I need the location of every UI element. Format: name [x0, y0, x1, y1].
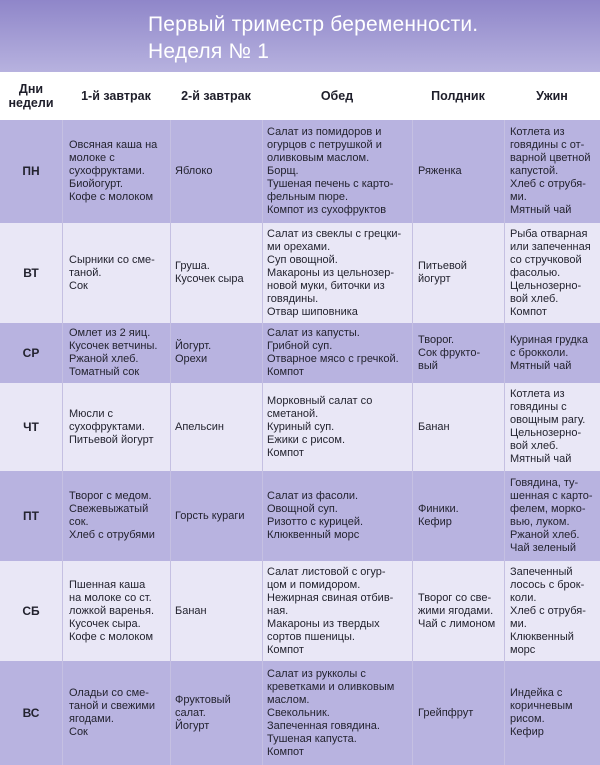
- snack-cell: Финики. Кефир: [418, 503, 459, 528]
- column-header-lunch: Обед: [320, 89, 354, 103]
- column-divider: [62, 120, 63, 765]
- column-header-snack: Полдник: [431, 89, 485, 103]
- day-cell: ПТ: [23, 508, 39, 523]
- dinner-cell: Говядина, ту- шенная с карто- фелем, морко- вью, луком. Ржаной хлеб. Чай зеленый: [510, 477, 593, 554]
- breakfast2-cell: Банан: [175, 604, 207, 617]
- table-row: [0, 471, 600, 562]
- dinner-cell: Котлета из говядины с от- варной цветной капустой. Хлеб с отрубя- ми. Мятный чай: [510, 126, 591, 216]
- dinner-cell: Рыба отварная или запеченная со стручковой фасолью. Цельнозерно- вой хлеб. Компот: [510, 227, 591, 318]
- table-row: [0, 120, 600, 224]
- table-row: [0, 661, 600, 765]
- lunch-cell: Салат из помидоров и огурцов с петрушкой и оливковым маслом. Борщ. Тушеная печень с карто- фельным пюре. Компот из сухофруктов: [267, 126, 394, 216]
- column-divider: [262, 120, 263, 765]
- dinner-cell: Запеченный лосось с брок- коли. Хлеб с отрубя- ми. Клюквенный морс: [510, 565, 586, 656]
- breakfast1-cell: Творог с медом. Свежевыжатый сок. Хлеб с отрубями: [69, 490, 155, 541]
- dinner-cell: Котлета из говядины с овощным рагу. Цельнозерно- вой хлеб. Мятный чай: [510, 388, 586, 465]
- column-header-breakfast1: 1-й завтрак: [81, 89, 151, 103]
- breakfast1-cell: Мюсли с сухофруктами. Питьевой йогурт: [69, 407, 154, 446]
- breakfast1-cell: Сырники со сме- таной. Сок: [69, 253, 155, 292]
- table-row: [0, 323, 600, 384]
- lunch-cell: Салат листовой с огур- цом и помидором. Нежирная свиная отбив- ная. Макароны из твердых сортов пшеницы. Компот: [267, 565, 394, 656]
- day-cell: СР: [22, 345, 40, 360]
- title-banner: [0, 0, 600, 72]
- lunch-cell: Морковный салат со сметаной. Куриный суп. Ежики с рисом. Компот: [267, 394, 373, 459]
- day-cell: ПН: [22, 164, 40, 178]
- lunch-cell: Салат из фасоли. Овощной суп. Ризотто с курицей. Клюквенный морс: [267, 490, 364, 541]
- snack-cell: Ряженка: [418, 165, 462, 177]
- dinner-cell: Индейка с коричневым рисом. Кефир: [510, 687, 573, 738]
- breakfast2-cell: Фруктовый салат. Йогурт: [175, 693, 231, 732]
- breakfast1-cell: Пшенная каша на молоке со ст. ложкой варенья. Кусочек сыра. Кофе с молоком: [69, 578, 155, 643]
- dinner-cell: Куриная грудка с брокколи. Мятный чай: [510, 333, 588, 372]
- breakfast1-cell: Оладьи со сме- таной и свежими ягодами. Сок: [69, 687, 156, 738]
- table-row: [0, 561, 600, 662]
- breakfast2-cell: Горсть кураги: [175, 509, 245, 522]
- snack-cell: Грейпфрут: [418, 706, 474, 719]
- table-row: [0, 383, 600, 472]
- day-cell: ВТ: [23, 265, 39, 280]
- column-header-days: Дни недели: [8, 82, 54, 110]
- breakfast2-cell: Яблоко: [175, 165, 213, 177]
- table-header: [0, 72, 600, 121]
- breakfast2-cell: Апельсин: [175, 420, 224, 433]
- breakfast1-cell: Овсяная каша на молоке с сухофруктами. Биойогурт. Кофе с молоком: [69, 139, 158, 203]
- column-header-dinner: Ужин: [536, 89, 568, 103]
- snack-cell: Творог. Сок фрукто- вый: [418, 333, 481, 372]
- column-header-breakfast2: 2-й завтрак: [181, 89, 251, 103]
- day-cell: ЧТ: [23, 419, 39, 434]
- breakfast2-cell: Йогурт. Орехи: [175, 340, 212, 365]
- table-row: [0, 223, 600, 324]
- page-title: Первый триместр беременности.: [148, 13, 479, 36]
- snack-cell: Питьевой йогурт: [418, 260, 467, 285]
- lunch-cell: Салат из капусты. Грибной суп. Отварное мясо с гречкой. Компот: [267, 327, 399, 378]
- snack-cell: Банан: [418, 420, 450, 433]
- page-subtitle: Неделя № 1: [148, 40, 270, 63]
- column-divider: [504, 120, 505, 765]
- snack-cell: Творог со све- жими ягодами. Чай с лимоном: [418, 591, 496, 630]
- breakfast1-cell: Омлет из 2 яиц. Кусочек ветчины. Ржаной хлеб. Томатный сок: [69, 327, 158, 378]
- breakfast2-cell: Груша. Кусочек сыра: [175, 260, 244, 285]
- column-divider: [170, 120, 171, 765]
- day-cell: СБ: [22, 603, 40, 618]
- lunch-cell: Салат из рукколы с креветками и оливковым маслом. Свекольник. Запеченная говядина. Тушеная капуста. Компот: [267, 667, 395, 758]
- day-cell: ВС: [22, 705, 40, 720]
- lunch-cell: Салат из свеклы с грецки- ми орехами. Суп овощной. Макароны из цельнозер- новой муки, биточки из говядины. Отвар шиповника: [267, 227, 402, 318]
- column-divider: [412, 120, 413, 765]
